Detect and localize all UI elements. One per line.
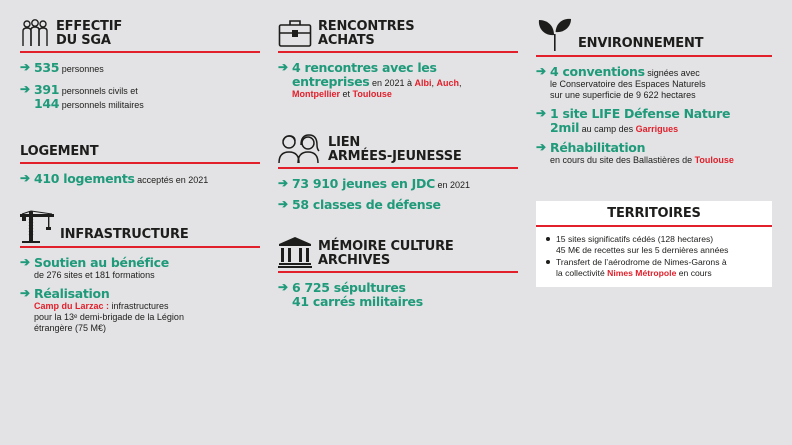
item-text: 45 M€ de recettes sur les 5 dernières années <box>556 244 729 255</box>
item-text: 15 sites significatifs cédés (128 hectares) <box>556 234 714 244</box>
people-group-icon <box>20 18 50 48</box>
separator: et <box>340 89 353 99</box>
arrow-right-icon: ➔ <box>536 64 547 78</box>
item-text: étrangère (75 M€) <box>34 323 107 333</box>
arrow-right-icon: ➔ <box>20 60 31 74</box>
city-name: Toulouse <box>352 89 392 99</box>
section-effectif <box>20 18 260 111</box>
section-header <box>20 207 260 243</box>
list-item <box>278 61 518 100</box>
list-item <box>20 172 260 186</box>
stat-number: 410 logements <box>34 171 135 186</box>
item-heading: 2mil <box>550 120 580 135</box>
separator: , <box>431 78 437 88</box>
arrow-right-icon: ➔ <box>20 171 31 185</box>
item-text: de 276 sites et 181 formations <box>34 270 155 280</box>
city-name: Montpellier <box>292 89 341 99</box>
item-heading: 41 carrés militaires <box>292 294 423 309</box>
item-heading: 4 conventions <box>550 64 645 79</box>
section-header <box>20 18 260 48</box>
item-heading: entreprises <box>292 74 370 89</box>
list-item <box>20 287 260 334</box>
stat-text: personnels militaires <box>59 100 144 110</box>
item-heading: 73 910 jeunes en JDC <box>292 176 435 191</box>
arrow-right-icon: ➔ <box>20 82 31 96</box>
item-heading: Soutien au bénéfice <box>34 255 169 270</box>
section-title: LOGEMENT <box>20 144 99 159</box>
arrow-right-icon: ➔ <box>278 197 289 211</box>
stat-number: 391 <box>34 82 60 97</box>
section-header <box>536 18 772 52</box>
territoires-card <box>536 201 772 287</box>
arrow-right-icon: ➔ <box>278 60 289 74</box>
red-divider <box>536 55 772 57</box>
section-title: RENCONTRES <box>318 19 415 34</box>
item-text: pour la 13ᵉ demi-brigade de la Légion <box>34 312 184 322</box>
highlight-place: Toulouse <box>694 155 734 165</box>
arrow-right-icon: ➔ <box>20 286 31 300</box>
section-header <box>278 18 518 48</box>
stat-text: acceptés en 2021 <box>134 175 209 185</box>
item-heading: Réalisation <box>34 286 110 301</box>
section-achats <box>278 18 518 100</box>
red-divider <box>278 271 518 273</box>
item-text: au camp des <box>579 124 636 134</box>
city-name: Auch <box>436 78 460 88</box>
red-divider <box>20 51 260 53</box>
item-text: Transfert de l’aérodrome de Nimes-Garons à <box>556 257 727 267</box>
section-title-line2: ARMÉES-JEUNESSE <box>328 149 462 164</box>
highlight-place: Nimes Métropole <box>607 267 677 278</box>
section-title: LIEN <box>328 135 361 150</box>
item-heading: Réhabilitation <box>550 140 646 155</box>
red-divider <box>278 167 518 169</box>
stat-number: 535 <box>34 60 60 75</box>
red-divider <box>20 162 260 164</box>
arrow-right-icon: ➔ <box>278 176 289 190</box>
city-name: Albi <box>414 78 432 88</box>
arrow-right-icon: ➔ <box>536 140 547 154</box>
list-item <box>536 141 772 166</box>
highlight-place: Garrigues <box>635 124 679 134</box>
red-divider <box>278 51 518 53</box>
section-title: ENVIRONNEMENT <box>578 36 704 51</box>
item-heading: 6 725 sépultures <box>292 280 406 295</box>
stat-number: 144 <box>34 96 60 111</box>
item-text: infrastructures <box>109 301 169 311</box>
section-header <box>278 132 518 164</box>
museum-icon <box>278 236 312 268</box>
section-infrastructure <box>20 207 260 334</box>
list-item <box>278 281 518 309</box>
item-text: la collectivité <box>556 267 608 278</box>
list-item <box>536 65 772 101</box>
item-heading: 4 rencontres avec les <box>292 60 437 75</box>
red-divider <box>20 246 260 248</box>
section-title: TERRITOIRES <box>607 206 701 221</box>
arrow-right-icon: ➔ <box>536 106 547 120</box>
item-text: en cours du site des Ballastières de <box>550 155 695 165</box>
section-jeunesse <box>278 132 518 212</box>
section-title: EFFECTIF <box>56 19 123 34</box>
crane-icon <box>20 207 54 243</box>
list-item <box>536 107 772 135</box>
list-item <box>278 177 518 191</box>
section-header <box>278 236 518 268</box>
section-title: MÉMOIRE CULTURE <box>318 239 454 254</box>
item-text: le Conservatoire des Espaces Naturels <box>550 79 706 89</box>
item-heading: 1 site LIFE Défense Nature <box>550 106 731 121</box>
section-environnement <box>536 18 772 166</box>
stat-text: personnels civils et <box>59 86 138 96</box>
item-heading: 58 classes de défense <box>292 197 441 212</box>
arrow-right-icon: ➔ <box>20 255 31 269</box>
section-title: INFRASTRUCTURE <box>60 227 189 242</box>
stat-text: personnes <box>59 64 104 74</box>
red-divider <box>536 225 772 227</box>
list-item <box>20 256 260 281</box>
section-title-line2: ACHATS <box>318 33 375 48</box>
separator: , <box>459 78 462 88</box>
section-title-line2: DU SGA <box>56 33 111 48</box>
item-text: sur une superficie de 9 622 hectares <box>550 90 696 100</box>
list-item <box>544 257 764 278</box>
item-text: en 2021 à <box>369 78 415 88</box>
arrow-right-icon: ➔ <box>278 280 289 294</box>
highlight-place: Camp du Larzac : <box>34 301 110 311</box>
list-item <box>278 198 518 212</box>
item-text: en 2021 <box>434 180 470 190</box>
young-people-icon <box>278 132 322 164</box>
list-item <box>20 83 260 111</box>
briefcase-icon <box>278 18 312 48</box>
item-text: signées avec <box>644 68 700 78</box>
section-logement <box>20 145 260 186</box>
section-memoire <box>278 236 518 309</box>
item-text: en cours <box>676 267 712 278</box>
plant-sprout-icon <box>536 18 572 52</box>
list-item <box>544 234 764 255</box>
section-title-line2: ARCHIVES <box>318 253 391 268</box>
list-item <box>20 61 260 75</box>
